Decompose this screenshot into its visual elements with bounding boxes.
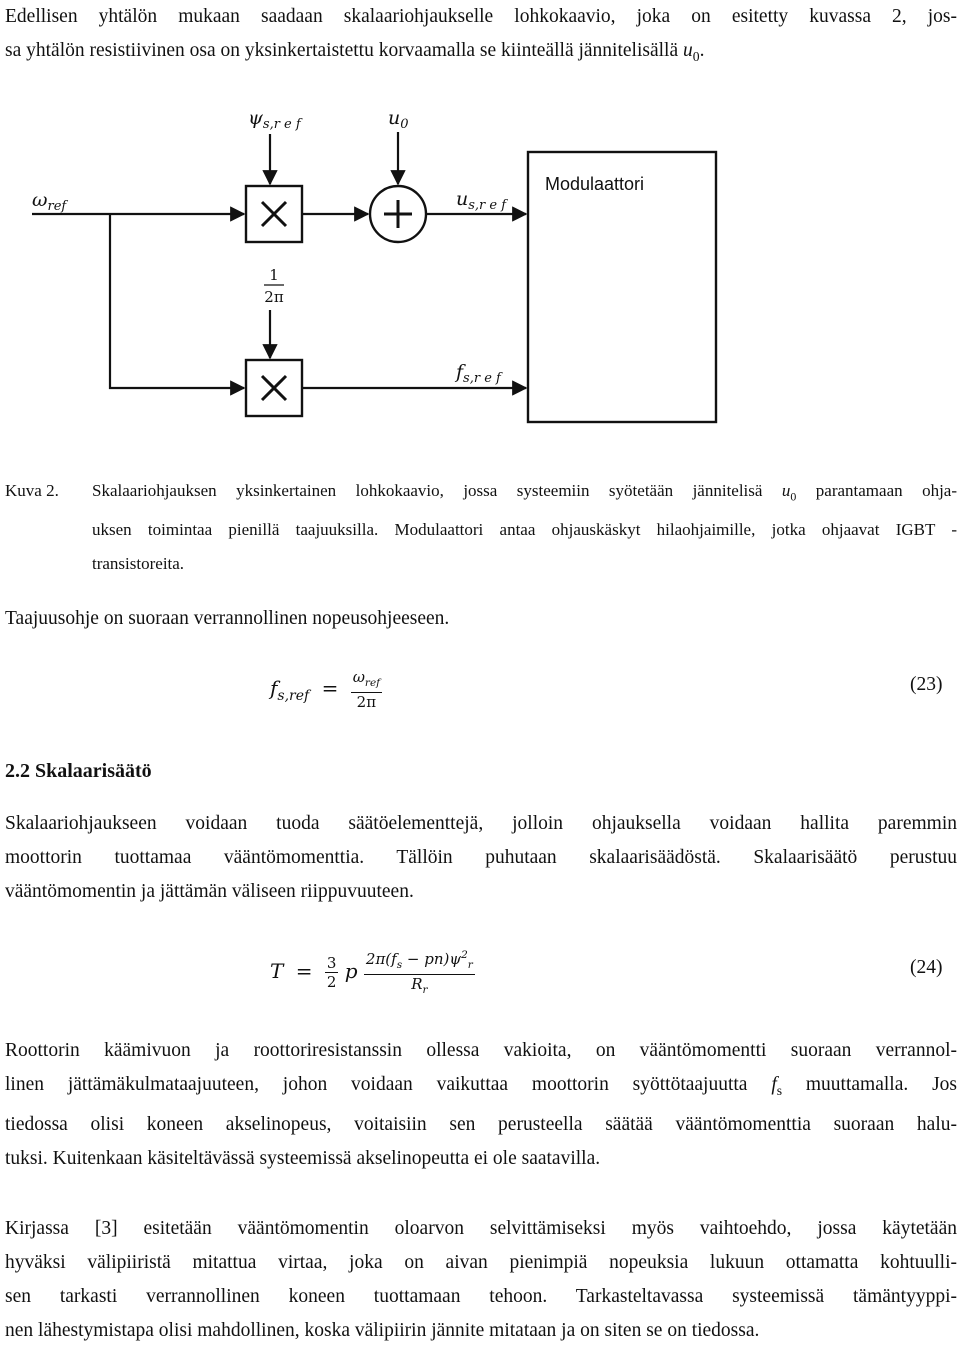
- equation-23: [270, 668, 382, 711]
- paragraph-4: [5, 1212, 957, 1348]
- paragraph-3-line-4: tuksi. Kuitenkaan käsiteltävässä systeemissä akselinopeutta ei ole saatavilla.: [5, 1147, 601, 1169]
- figure-caption: [92, 474, 957, 581]
- caption-line-2: uksen toimintaa pienillä taajuuksilla. Modulaattori antaa ohjauskäskyt hilaohjaimille, jotka ohjaavat IGBT -: [92, 520, 957, 540]
- intro-line-2-end: .: [699, 40, 705, 61]
- gain-numerator: 1: [269, 266, 279, 284]
- intro-var-u-sub: 0: [692, 48, 700, 64]
- intro-paragraph: [5, 0, 957, 74]
- paragraph-4-line-3: sen tarkasti verrannollinen koneen tuottamaan tehoon. Tarkasteltavassa systeemissä tämäntyyppi-: [5, 1286, 957, 1307]
- eq24-lhs: T: [270, 959, 284, 983]
- paragraph-1: [5, 602, 957, 636]
- eq24-fraction: $\frac{2\pi(f_s - pn)\psi^2_r}{R_r}$: [364, 946, 475, 999]
- eq24-equals: =: [295, 959, 313, 983]
- paragraph-3-line-2: linen jättämäkulmataajuuteen, johon voidaan vaikuttaa moottorin syöttötaajuutta $f_s$ muuttamalla. Jos: [5, 1074, 957, 1098]
- psi-label: $\psi_{s,r e f}$: [248, 107, 301, 132]
- paragraph-4-line-4: nen lähestymistapa olisi mahdollinen, koska välipiirin jännite mitataan ja on siten se on tiedossa.: [5, 1320, 760, 1341]
- intro-var-u: u: [683, 40, 693, 61]
- u0-label: $u_0$: [388, 107, 409, 132]
- paragraph-2: [5, 807, 957, 909]
- equation-24-number: (24): [910, 957, 943, 978]
- caption-line-1: Skalaariohjauksen yksinkertainen lohkokaavio, jossa systeemiin syötetään jännitelisä $u_0$ parantamaan ohja-: [92, 481, 957, 504]
- gain-denominator: 2π: [264, 288, 284, 306]
- section-heading: 2.2 Skalaarisäätö: [5, 760, 152, 782]
- eq23-equals: =: [321, 676, 339, 700]
- modulator-label: Modulaattori: [545, 174, 645, 194]
- block-diagram: [0, 90, 960, 435]
- paragraph-3-line-3: tiedossa olisi koneen akselinopeus, voitaisiin sen perusteella säätää vääntömomenttia suoraan halu-: [5, 1113, 957, 1135]
- paragraph-3: [5, 1034, 957, 1176]
- paragraph-2-line-1: Skalaariohjaukseen voidaan tuoda säätöelementtejä, jolloin ohjauksella voidaan hallita paremmin: [5, 813, 957, 834]
- omega-branch-arrow: [110, 214, 244, 388]
- paragraph-4-line-1: Kirjassa [3] esitetään vääntömomentin oloarvon selvittämiseksi myös vaihtoehdo, jossa käytetään: [5, 1218, 957, 1239]
- intro-line-2: [5, 34, 957, 74]
- paragraph-1-text: Taajuusohje on suoraan verrannollinen nopeusohjeeseen.: [5, 608, 450, 629]
- equation-24: [270, 946, 475, 999]
- eq24-p: p: [344, 959, 358, 983]
- caption-line-3: transistoreita.: [92, 554, 185, 574]
- eq24-coefficient: $\frac{3}{2}$: [326, 954, 337, 991]
- caption-label: Kuva 2.: [5, 481, 59, 500]
- eq23-lhs-sub: s,ref: [277, 688, 310, 704]
- omega-label: $\omega_{ref}$: [32, 189, 67, 214]
- paragraph-2-line-2: moottorin tuottamaa vääntömomenttia. Tällöin puhutaan skalaarisäädöstä. Skalaarisäätö perustuu: [5, 847, 957, 868]
- paragraph-3-line-1: Roottorin käämivuon ja roottoriresistanssin ollessa vakioita, on vääntömomentti suoraan verrannol-: [5, 1040, 957, 1061]
- eq23-fraction: $\frac{\omega_{ref}}{2\pi}$: [352, 668, 381, 711]
- equation-23-number: (23): [910, 674, 943, 695]
- us-ref-label: $u_{s,r e f}$: [456, 188, 507, 213]
- paragraph-4-line-2: hyväksi välipiiristä mitattua virtaa, joka on aivan pienimpiä nopeuksia lukuun ottamatta kohtuulli-: [5, 1252, 957, 1273]
- fs-ref-label: $f_{s,r e f}$: [456, 361, 501, 386]
- paragraph-2-line-3: vääntömomentin ja jättämän väliseen riippuvuuteen.: [5, 881, 414, 902]
- intro-line-2-text: sa yhtälön resistiivinen osa on yksinkertaistettu korvaamalla se kiinteällä jännitelisällä: [5, 40, 683, 61]
- eq23-lhs: f: [270, 676, 278, 700]
- intro-line-1: Edellisen yhtälön mukaan saadaan skalaariohjaukselle lohkokaavio, joka on esitetty kuvassa 2, jos-: [5, 6, 957, 27]
